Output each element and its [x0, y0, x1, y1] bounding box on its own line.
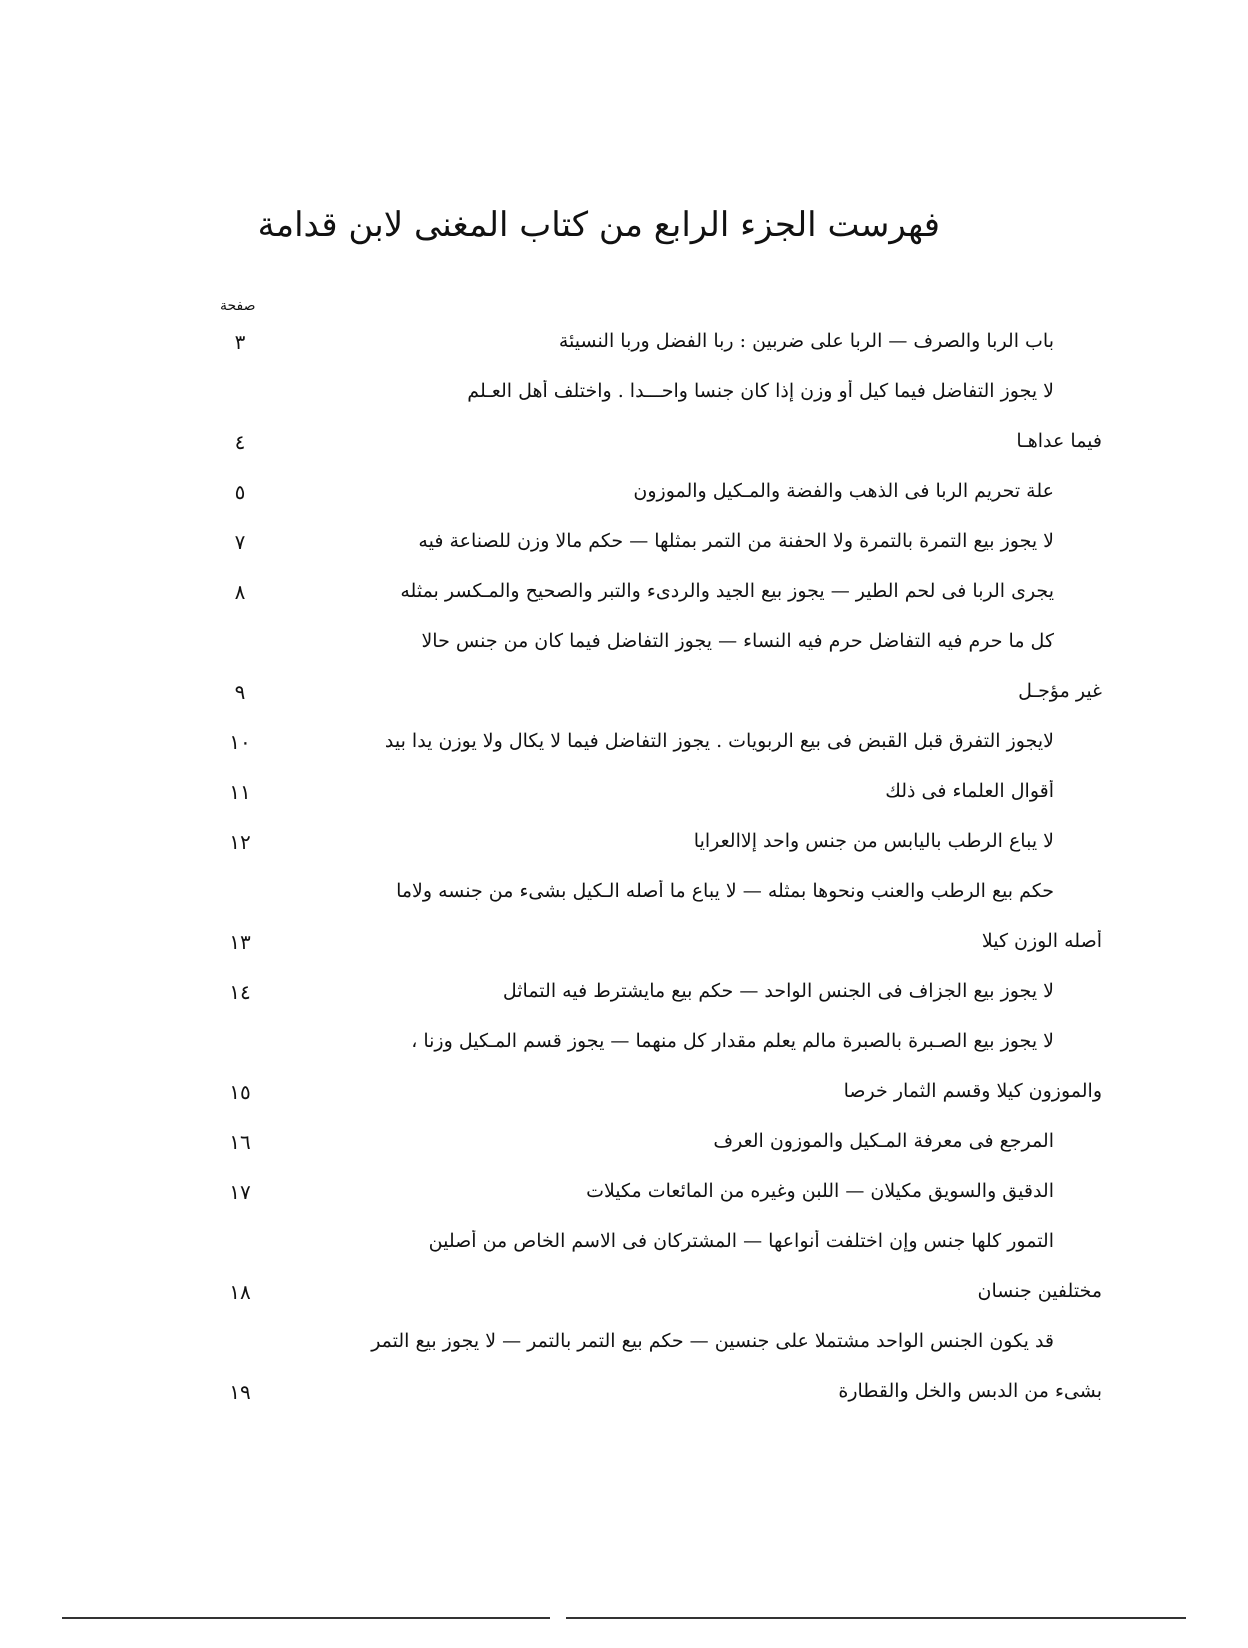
toc-entry-text: المرجع فى معرفة المـكيل والموزون العرف	[713, 1130, 1054, 1152]
toc-entry-text: أقوال العلماء فى ذلك	[885, 780, 1054, 802]
toc-entry	[220, 822, 1102, 872]
toc-entry-page: ٤	[234, 430, 246, 454]
toc-entry-text: غير مؤجـل	[1018, 680, 1102, 702]
toc-entry	[220, 1072, 1102, 1122]
toc-entry-text: قد يكون الجنس الواحد مشتملا على جنسين — حكم بيع التمر بالتمر — لا يجوز بيع التمر	[371, 1330, 1054, 1352]
toc-entry-page: ٩	[234, 680, 246, 704]
toc-entry-text: لا يجوز التفاضل فيما كيل أو وزن إذا كان جنسا واحـــدا . واختلف أهل العـلم	[467, 380, 1054, 402]
toc-entry-page: ١٣	[229, 930, 251, 954]
toc-entry	[220, 1322, 1102, 1372]
toc-entry	[220, 1372, 1102, 1422]
toc-entry-page: ١٤	[229, 980, 251, 1004]
toc-entry-page: ١٧	[229, 1180, 251, 1204]
toc-entry	[220, 972, 1102, 1022]
toc-entry-text: لايجوز التفرق قبل القبض فى بيع الربويات . يجوز التفاضل فيما لا يكال ولا يوزن يدا بيد	[384, 730, 1054, 752]
toc-entry-page: ٥	[234, 480, 246, 504]
table-of-contents	[220, 322, 1102, 1422]
toc-entry	[220, 1272, 1102, 1322]
toc-entry	[220, 672, 1102, 722]
toc-entry-page: ١٦	[229, 1130, 251, 1154]
toc-entry-page: ١٢	[229, 830, 251, 854]
toc-entry	[220, 872, 1102, 922]
toc-entry-text: التمور كلها جنس وإن اختلفت أنواعها — المشتركان فى الاسم الخاص من أصلين	[428, 1230, 1054, 1252]
page-title: فهرست الجزء الرابع من كتاب المغنى لابن قدامة	[257, 205, 940, 245]
toc-entry-text: والموزون كيلا وقسم الثمار خرصا	[843, 1080, 1102, 1102]
toc-entry-page: ١٠	[229, 730, 251, 754]
toc-entry-page: ١٨	[229, 1280, 251, 1304]
toc-entry-page: ١٥	[229, 1080, 251, 1104]
toc-entry	[220, 572, 1102, 622]
toc-entry-text: مختلفين جنسان	[977, 1280, 1102, 1302]
toc-entry-text: الدقيق والسويق مكيلان — اللبن وغيره من المائعات مكيلات	[586, 1180, 1054, 1202]
toc-entry	[220, 372, 1102, 422]
toc-entry-text: لا يباع الرطب باليابس من جنس واحد إلاالعرايا	[693, 830, 1054, 852]
toc-entry-text: فيما عداهـا	[1016, 430, 1102, 452]
toc-entry	[220, 772, 1102, 822]
toc-entry-text: لا يجوز بيع التمرة بالتمرة ولا الحفنة من التمر بمثلها — حكم مالا وزن للصناعة فيه	[418, 530, 1054, 552]
toc-entry	[220, 1022, 1102, 1072]
toc-entry	[220, 922, 1102, 972]
toc-entry-page: ١٩	[229, 1380, 251, 1404]
toc-entry	[220, 322, 1102, 372]
toc-entry	[220, 422, 1102, 472]
page-column-label: صفحة	[220, 298, 256, 314]
toc-entry-page: ٨	[234, 580, 246, 604]
toc-entry-text: لا يجوز بيع الجزاف فى الجنس الواحد — حكم بيع مايشترط فيه التماثل	[502, 980, 1054, 1002]
toc-entry	[220, 472, 1102, 522]
toc-entry-text: كل ما حرم فيه التفاضل حرم فيه النساء — يجوز التفاضل فيما كان من جنس حالا	[421, 630, 1054, 652]
toc-entry	[220, 522, 1102, 572]
toc-entry-text: بشىء من الدبس والخل والقطارة	[838, 1380, 1102, 1402]
toc-entry-page: ٣	[234, 330, 246, 354]
footer-rule-right	[566, 1617, 1186, 1619]
toc-entry	[220, 1222, 1102, 1272]
toc-entry-text: علة تحريم الربا فى الذهب والفضة والمـكيل والموزون	[633, 480, 1054, 502]
toc-entry-text: حكم بيع الرطب والعنب ونحوها بمثله — لا يباع ما أصله الـكيل بشىء من جنسه ولاما	[396, 880, 1054, 902]
footer-rule-left	[62, 1617, 550, 1619]
toc-entry	[220, 1172, 1102, 1222]
toc-entry-text: يجرى الربا فى لحم الطير — يجوز بيع الجيد والردىء والتبر والصحيح والمـكسر بمثله	[400, 580, 1054, 602]
toc-entry	[220, 1122, 1102, 1172]
toc-entry-text: أصله الوزن كيلا	[981, 930, 1102, 952]
toc-entry	[220, 722, 1102, 772]
toc-entry-page: ٧	[234, 530, 246, 554]
toc-entry-page: ١١	[229, 780, 251, 804]
toc-entry	[220, 622, 1102, 672]
toc-entry-text: باب الربا والصرف — الربا على ضربين : ربا الفضل وربا النسيئة	[558, 330, 1054, 352]
toc-entry-text: لا يجوز بيع الصـبرة بالصبرة مالم يعلم مقدار كل منهما — يجوز قسم المـكيل وزنا ،	[411, 1030, 1054, 1052]
